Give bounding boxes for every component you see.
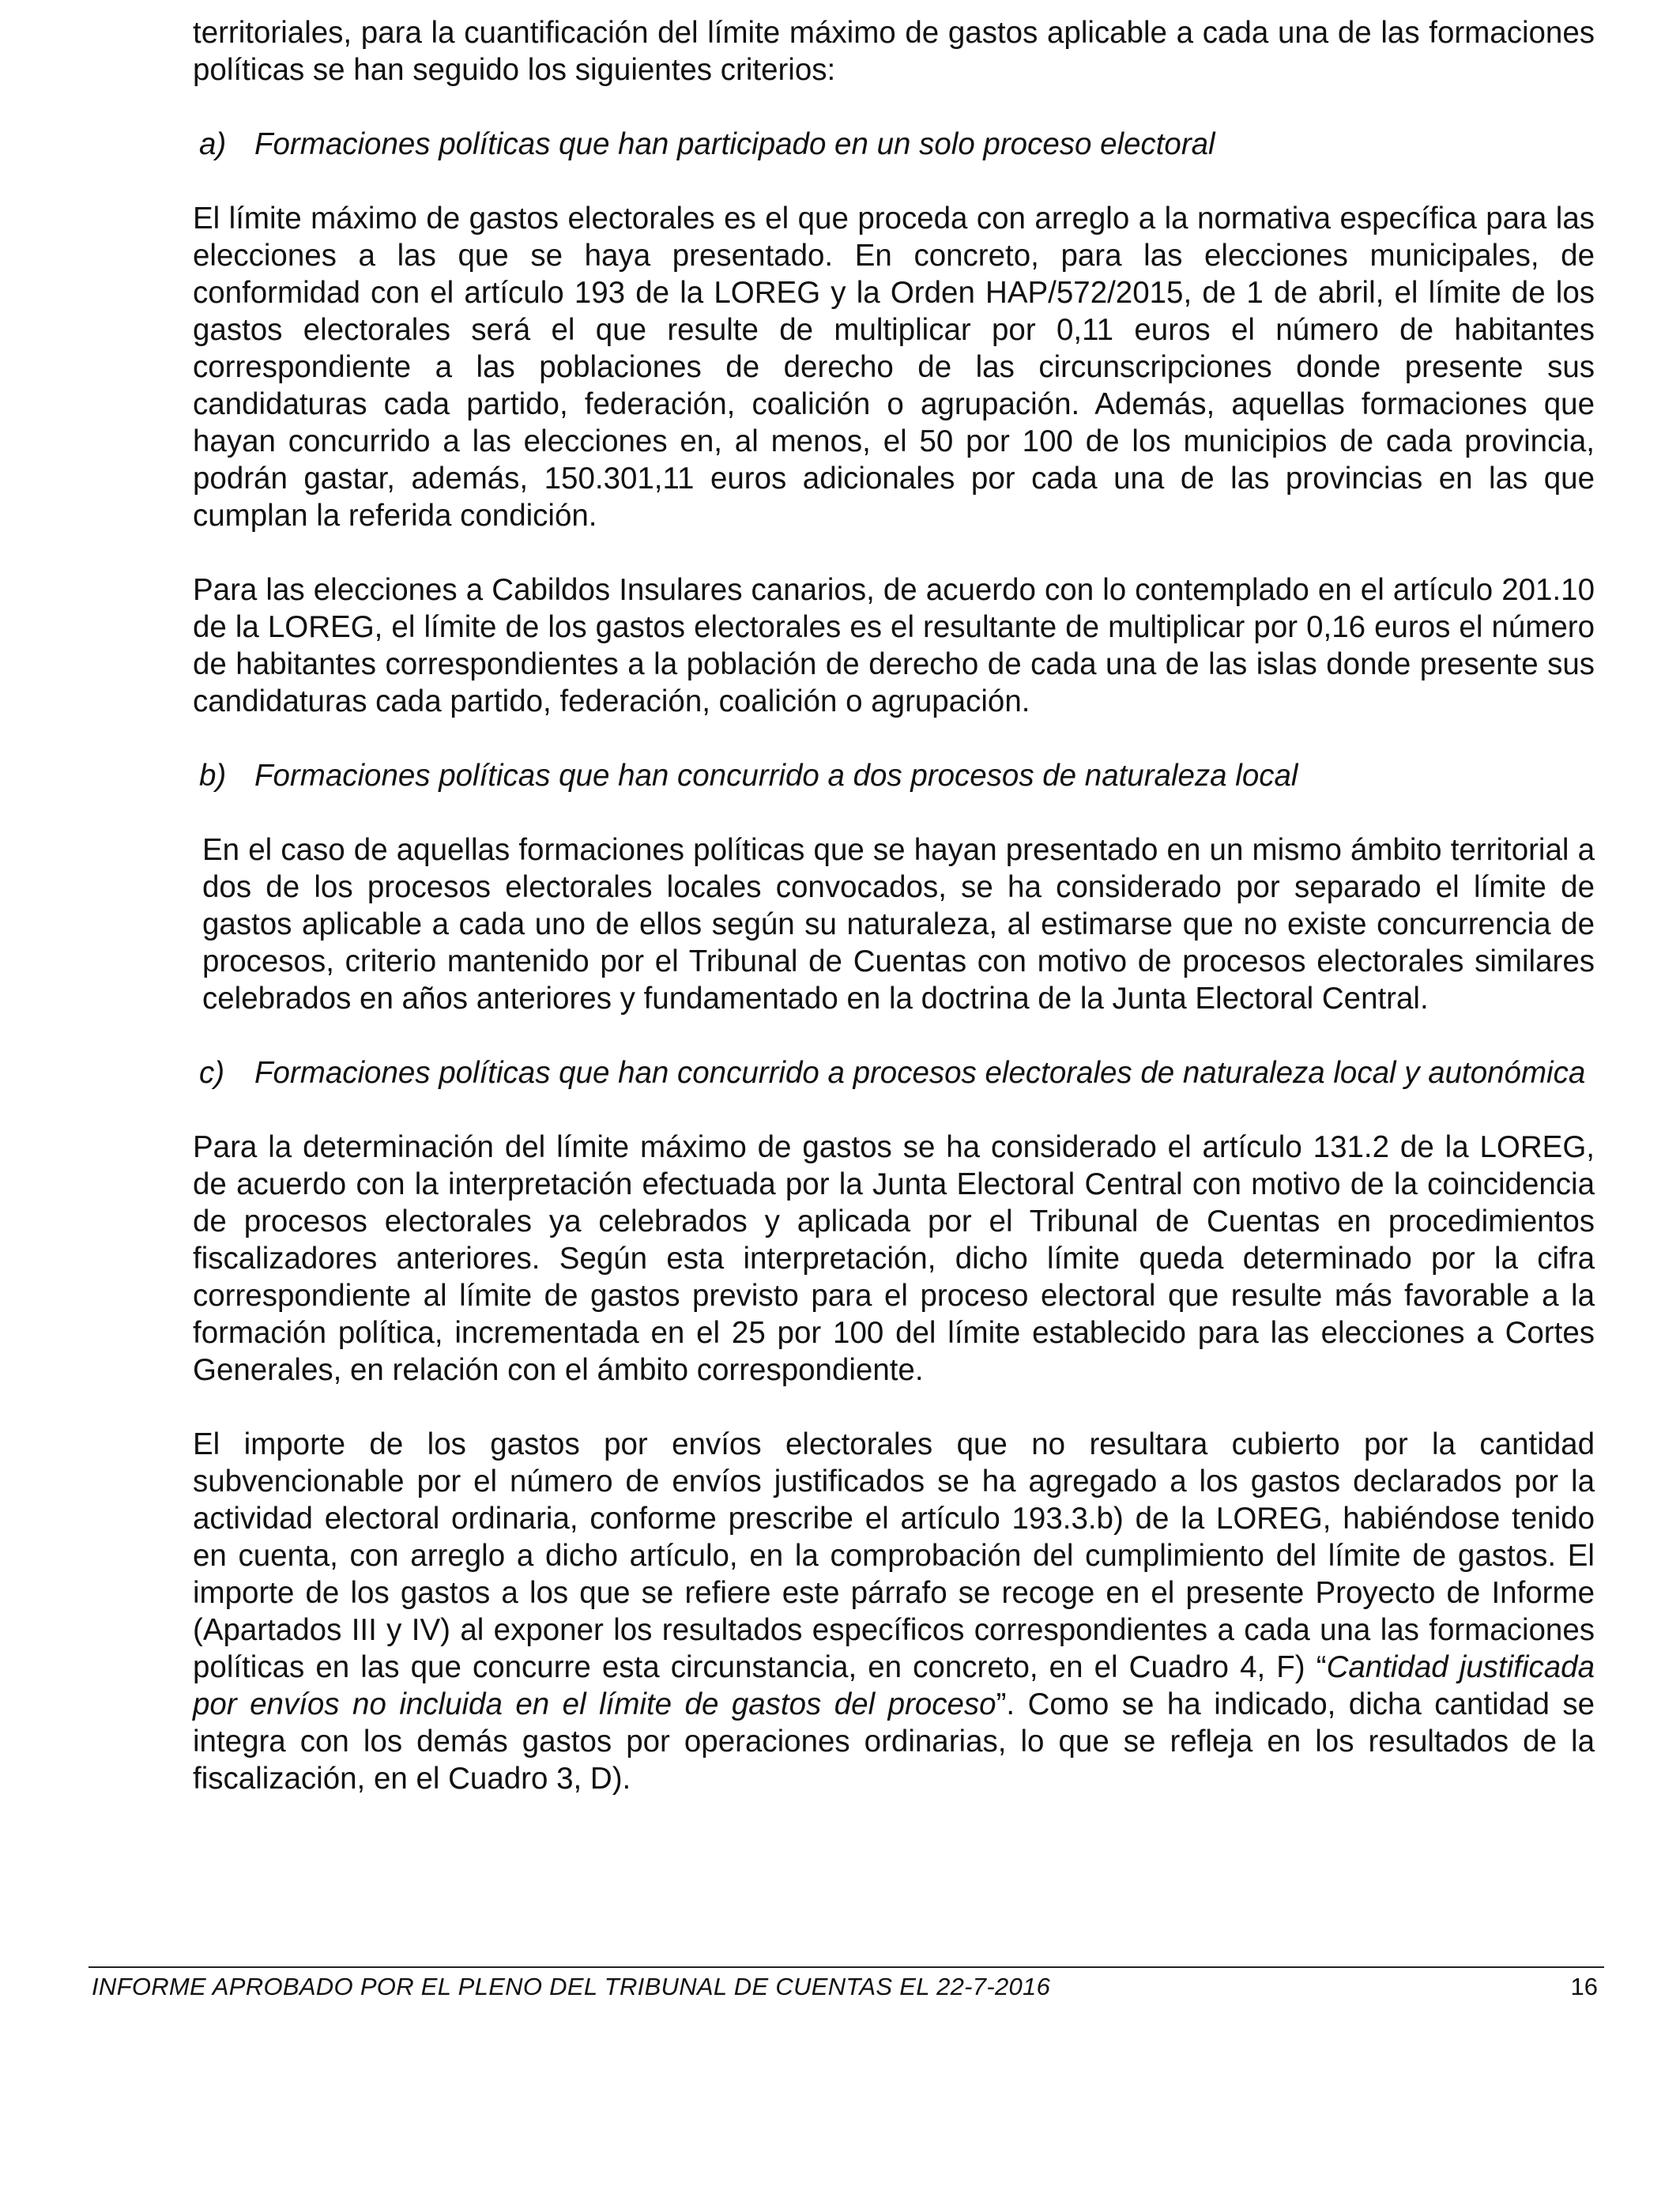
section-c-paragraph-2 xyxy=(193,1426,1595,1797)
section-a-paragraph-2: Para las elecciones a Cabildos Insulares canarios, de acuerdo con lo contemplado en el artículo 201.10 de la LOREG, el límite de los gastos electorales es el resultante de multiplicar por 0,16 euros el número de habitantes correspondientes a la población de derecho de cada una de las islas donde presente sus candidaturas cada partido, federación, coalición o agrupación. xyxy=(193,573,1595,718)
section-a-title: Formaciones políticas que han participado en un solo proceso electoral xyxy=(254,127,1215,161)
page-number: 16 xyxy=(1570,1973,1598,2000)
intro-paragraph: territoriales, para la cuantificación del límite máximo de gastos aplicable a cada una de las formaciones políticas se han seguido los siguientes criterios: xyxy=(193,16,1595,87)
footer-divider xyxy=(89,1966,1604,1968)
footer-text: INFORME APROBADO POR EL PLENO DEL TRIBUNAL DE CUENTAS EL 22-7-2016 xyxy=(92,1973,1051,2000)
section-b-heading xyxy=(193,757,1595,794)
section-b-paragraph-1: En el caso de aquellas formaciones políticas que se hayan presentado en un mismo ámbito territorial a dos de los procesos electorales locales convocados, se ha considerado por separado el límite de gastos aplicable a cada uno de ellos según su naturaleza, al estimarse que no existe concurrencia de procesos, criterio mantenido por el Tribunal de Cuentas con motivo de procesos electorales similares celebrados en años anteriores y fundamentado en la doctrina de la Junta Electoral Central. xyxy=(202,833,1595,1016)
section-c-paragraph-2-start: El importe de los gastos por envíos electorales que no resultara cubierto por la cantidad subvencionable por el número de envíos justificados se ha agregado a los gastos declarados por la actividad electoral ordinaria, conforme prescribe el artículo 193.3.b) de la LOREG, habiéndose tenido en cuenta, con arreglo a dicho artículo, en la comprobación del cumplimiento del límite de gastos. El importe de los gastos a los que se refiere este párrafo se recoge en el presente Proyecto de Informe (Apartados III y IV) al exponer los resultados específicos correspondientes a cada una las formaciones políticas en las que concurre esta circunstancia, en concreto, en el Cuadro 4, F) “ xyxy=(193,1427,1595,1684)
section-b-title: Formaciones políticas que han concurrido a dos procesos de naturaleza local xyxy=(254,759,1298,793)
section-a-paragraph-1: El límite máximo de gastos electorales es el que proceda con arreglo a la normativa específica para las elecciones a las que se haya presentado. En concreto, para las elecciones municipales, de conformidad con el artículo 193 de la LOREG y la Orden HAP/572/2015, de 1 de abril, el límite de los gastos electorales será el que resulte de multiplicar por 0,11 euros el número de habitantes correspondiente a las poblaciones de derecho de las circunscripciones donde presente sus candidaturas cada partido, federación, coalición o agrupación. Además, aquellas formaciones que hayan concurrido a las elecciones en, al menos, el 50 por 100 de los municipios de cada provincia, podrán gastar, además, 150.301,11 euros adicionales por cada una de las provincias en las que cumplan la referida condición. xyxy=(193,202,1595,533)
section-c-paragraph-2-end: ”. Como se ha indicado, dicha cantidad se integra con los demás gastos por operaciones ordinarias, lo que se refleja en los resultados de la fiscalización, en el Cuadro 3, D). xyxy=(193,1687,1595,1796)
section-c-paragraph-2-quote: Cantidad justificada por envíos no incluida en el límite de gastos del proceso xyxy=(193,1650,1595,1721)
section-a-heading xyxy=(193,126,1595,163)
section-c-marker: c) xyxy=(199,1056,225,1090)
document-body xyxy=(193,14,1595,1797)
section-c-heading xyxy=(193,1054,1595,1091)
section-a-marker: a) xyxy=(199,127,227,161)
section-b-marker: b) xyxy=(199,759,227,793)
section-c-title: Formaciones políticas que han concurrido a procesos electorales de naturaleza local y autonómica xyxy=(254,1056,1586,1090)
section-c-paragraph-1: Para la determinación del límite máximo de gastos se ha considerado el artículo 131.2 de la LOREG, de acuerdo con la interpretación efectuada por la Junta Electoral Central con motivo de la coincidencia de procesos electorales ya celebrados y aplicada por el Tribunal de Cuentas en procedimientos fiscalizadores anteriores. Según esta interpretación, dicho límite queda determinado por la cifra correspondiente al límite de gastos previsto para el proceso electoral que resulte más favorable a la formación política, incrementada en el 25 por 100 del límite establecido para las elecciones a Cortes Generales, en relación con el ámbito correspondiente. xyxy=(193,1130,1595,1387)
